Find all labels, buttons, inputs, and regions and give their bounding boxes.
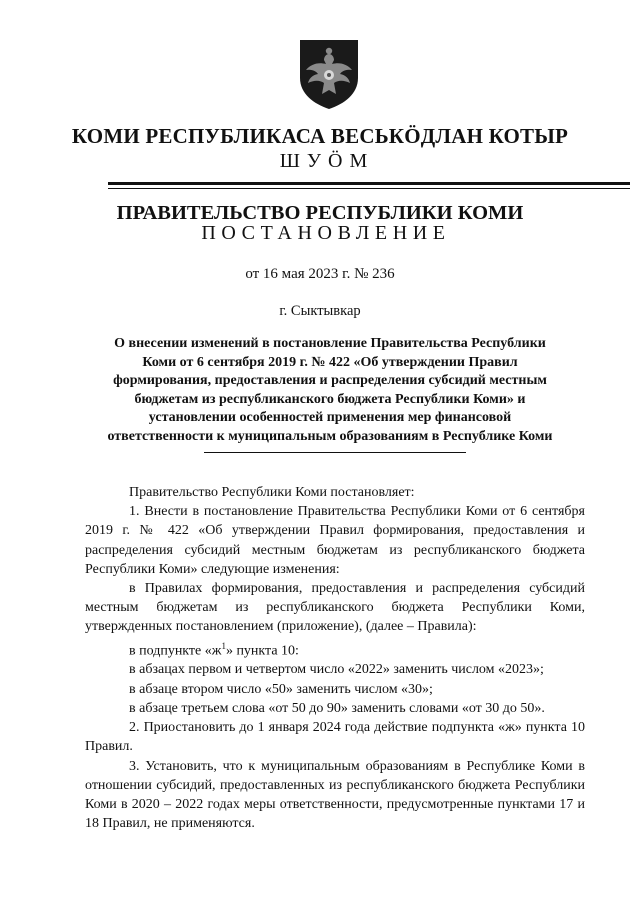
subpoint-superscript: 1 xyxy=(221,640,226,651)
body-item-1: 1. Внести в постановление Правительства Республики Коми от 6 сентября 2019 г. № 422 «Об утверждении Правил формирования, предоставления и распределения субсидий местным бюджетам из республиканского бюджета Республики Коми» следующие изменения: xyxy=(85,504,585,577)
subject-line: Коми от 6 сентября 2019 г. № 422 «Об утверждении Правил xyxy=(142,354,518,370)
resolution-word: ПОСТАНОВЛЕНИЕ xyxy=(201,222,451,244)
government-title: ПРАВИТЕЛЬСТВО РЕСПУБЛИКИ КОМИ xyxy=(116,202,524,224)
subject-line: формирования, предоставления и распределения субсидий местным xyxy=(113,373,547,389)
subject-line: бюджетам из республиканского бюджета Республики Коми» и xyxy=(134,391,526,407)
subject-line: установлении особенностей применения мер финансовой xyxy=(148,410,512,426)
header-divider-thick xyxy=(108,182,630,185)
body-intro: Правительство Республики Коми постановляет: xyxy=(129,485,415,500)
subject-line: ответственности к муниципальным образованиям в Республике Коми xyxy=(107,428,553,444)
body-change-b: в абзаце втором число «50» заменить числом «30»; xyxy=(129,681,433,697)
resolution-subject xyxy=(100,335,560,447)
komi-coat-of-arms-emblem xyxy=(296,38,362,110)
body-change-a: в абзацах первом и четвертом число «2022» заменить числом «2023»; xyxy=(129,662,544,678)
header-divider-thin xyxy=(108,188,630,189)
body-item-1-sub: в Правилах формирования, предоставления и распределения субсидий местным бюджетам из республиканского бюджета Республики Коми, утвержденных постановлением (приложение), (далее – Правила): xyxy=(85,581,585,635)
body-subpoint xyxy=(85,637,585,661)
resolution-body xyxy=(85,483,585,833)
resolution-city: г. Сыктывкар xyxy=(279,303,361,319)
subject-underline xyxy=(204,452,466,453)
body-item-2: 2. Приостановить до 1 января 2024 года действие подпункта «ж» пункта 10 Правил. xyxy=(85,720,585,755)
subpoint-text-start: в подпункте «ж xyxy=(129,643,222,659)
komi-resolution-word: ШУӦМ xyxy=(279,150,375,172)
komi-government-title: КОМИ РЕСПУБЛИКАСА ВЕСЬКӦДЛАН КОТЫР xyxy=(71,124,569,148)
subject-line: О внесении изменений в постановление Правительства Республики xyxy=(114,336,546,351)
resolution-date-number: от 16 мая 2023 г. № 236 xyxy=(245,266,395,282)
subpoint-text-end: » пункта 10: xyxy=(225,643,299,659)
body-item-3: 3. Установить, что к муниципальным образованиям в Республике Коми в отношении субсидий, предоставленных из республиканского бюджета Республики Коми в 2020 – 2022 годах меры ответственности, предусмотренные пунктами 17 и 18 Правил, не применяются. xyxy=(85,758,585,832)
body-change-c: в абзаце третьем слова «от 50 до 90» заменить словами «от 30 до 50». xyxy=(129,700,545,716)
